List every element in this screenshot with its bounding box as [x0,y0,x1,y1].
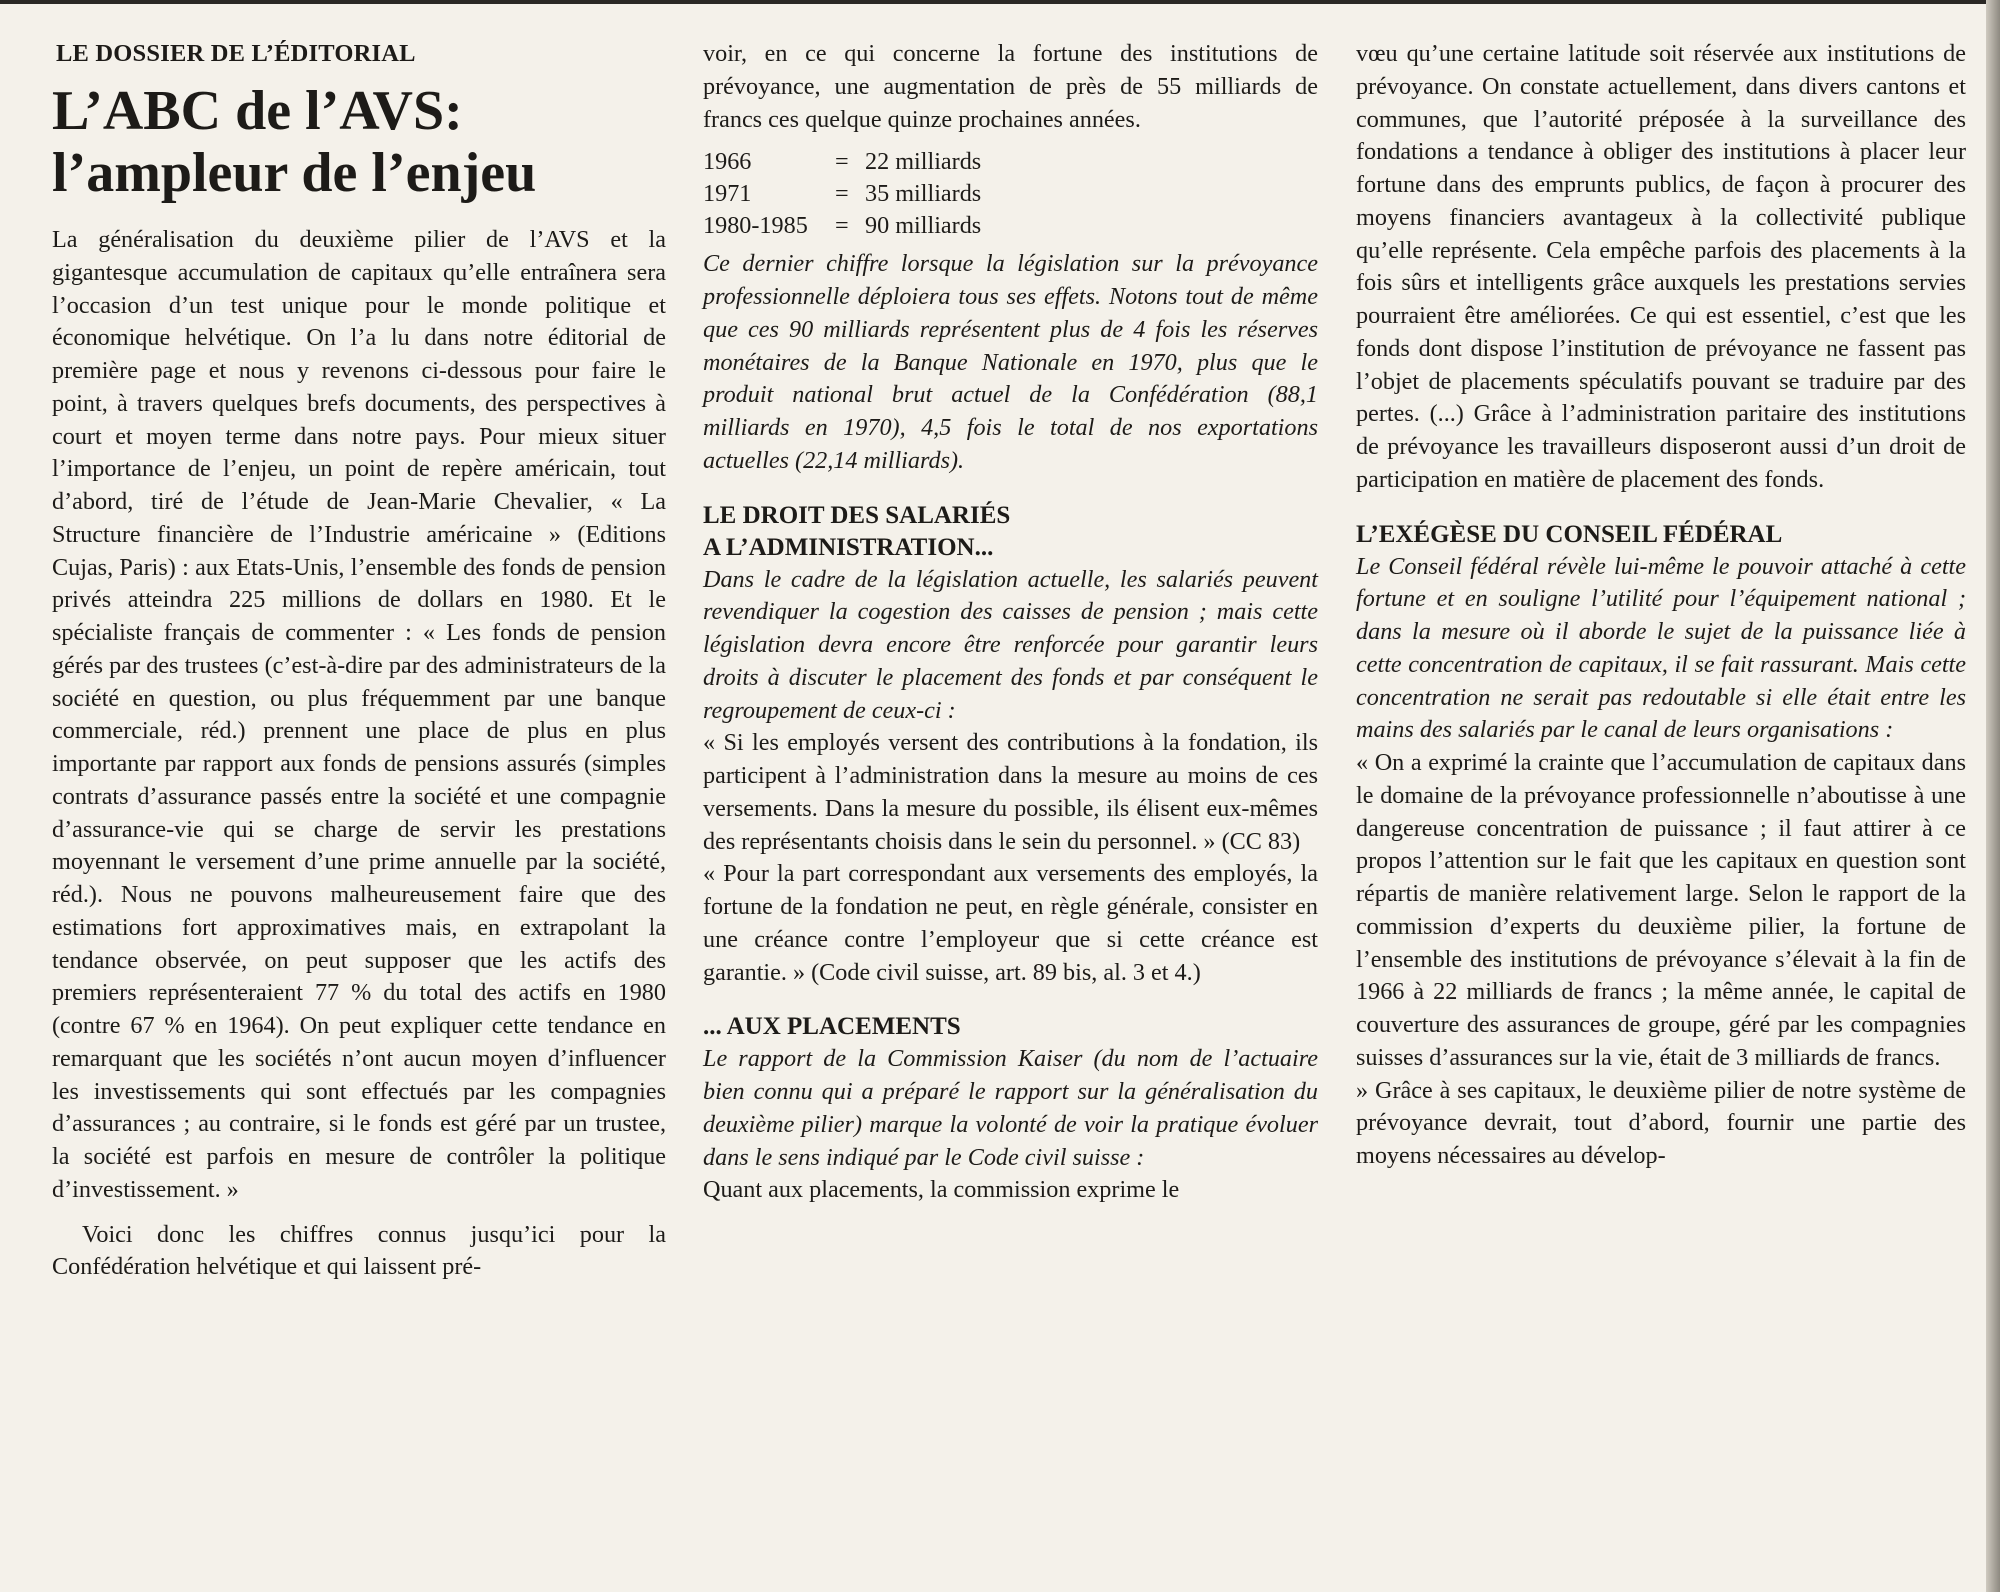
column-2 [703,38,1318,1207]
figure-row [703,178,1318,210]
headline-line-1: L’ABC de l’AVS: [52,80,463,142]
section-heading-line-2: A L’ADMINISTRATION... [703,533,994,561]
quote-cc-83: « Si les employés versent des contributions à la fondation, ils participent à l’administration dans la mesure au moins de ces versements. Dans la mesure du possible, ils élisent eux-mêmes des représentants choisis dans le sein du personnel. » (CC 83) [703,729,1318,855]
continuation-paragraph: vœu qu’une certaine latitude soit réservée aux institutions de prévoyance. On constate actuellement, dans divers cantons et communes, que l’autorité préposée à la surveillance des fondations a tendance à obliger des institutions à placer leur fortune dans des emprunts publics, de façon à procurer des moyens financiers avantageux à la collectivité publique qu’elle représente. Cela empêche parfois des placements à la fois sûrs et intelligents grâce auxquels les prestations servies pourraient être améliorées. Ce qui est essentiel, c’est que les fonds dont dispose l’institution de prévoyance ne fassent pas l’objet de placements spéculatifs pouvant se traduire par des pertes. (...) Grâce à l’administration paritaire des institutions de prévoyance les travailleurs disposeront aussi d’un droit de participation en matière de placement des fonds. [1356,40,1966,493]
conseil-federal-intro: Le Conseil fédéral révèle lui-même le pouvoir attaché à cette fortune et en souligne l’utilité pour l’équipement national ; dans la mesure où il aborde le sujet de la puissance liée à cette concentration de capitaux, il se fait rassurant. Mais cette concentration ne serait pas redoutable si elle était entre les mains des salariés par le canal de leurs organisations : [1356,552,1966,744]
placements-paragraph: Quant aux placements, la commission exprime le [703,1176,1180,1204]
figure-value: 22 milliards [865,148,982,176]
section-heading-line-1: LE DROIT DES SALARIÉS [703,501,1011,529]
column-1 [52,38,666,1284]
quote-code-civil: « Pour la part correspondant aux versements des employés, la fortune de la fondation ne peut, en règle générale, consister en une créance contre l’employeur que si cette créance est garantie. » (Code civil suisse, art. 89 bis, al. 3 et 4.) [703,860,1318,986]
section-heading-droit-salaries [703,500,1318,564]
figure-value: 35 milliards [865,180,982,208]
kicker: LE DOSSIER DE L’ÉDITORIAL [56,40,416,67]
figure-year: 1980-1985 [703,212,808,240]
figures-intro-paragraph: Voici donc les chiffres connus jusqu’ici pour la Confédération helvétique et qui laissent pré- [52,1220,666,1281]
headline-line-2: l’ampleur de l’enjeu [52,142,537,204]
section-heading-conseil-federal: L’EXÉGÈSE DU CONSEIL FÉDÉRAL [1356,520,1783,548]
figure-equals: = [835,180,849,208]
kaiser-report-intro: Le rapport de la Commission Kaiser (du nom de l’actuaire bien connu qui a préparé le rapport sur la généralisation du deuxième pilier) marque la volonté de voir la pratique évoluer dans le sens indiqué par le Code civil suisse : [703,1045,1318,1171]
figure-year: 1966 [703,148,752,176]
headline [52,80,666,204]
figure-value: 90 milliards [865,212,982,240]
intro-paragraph: La généralisation du deuxième pilier de l’AVS et la gigantesque accumulation de capitaux qu’elle entraînera sera l’occasion d’un test unique pour le monde politique et économique helvétique. On l’a lu dans notre éditorial de première page et nous y revenons ci-dessous pour faire le point, à travers quelques brefs documents, des perspectives à court et moyen terme dans notre pays. Pour mieux situer l’importance de l’enjeu, un point de repère américain, tout d’abord, tiré de l’étude de Jean-Marie Chevalier, « La Structure financière de l’Industrie américaine » (Editions Cujas, Paris) : aux Etats-Unis, l’ensemble des fonds de pension privés atteindra 225 millions de dollars en 1980. Et le spécialiste français de commenter : « Les fonds de pension gérés par des trustees (c’est-à-dire par des administrateurs de la société en question, ou plus fréquemment par une banque commerciale, réd.) prennent une place de plus en plus importante par rapport aux fonds de pensions assurés (simples contrats d’assurance passés entre la société et une compagnie d’assurance-vie qui se charge de servir les prestations moyennant le versement d’une prime annuelle par la société, réd.). Nous ne pouvons malheureusement faire que des estimations fort approximatives mais, en extrapolant la tendance observée, on peut supposer que les actifs des premiers représenteraient 77 % du total des actifs en 1980 (contre 67 % en 1964). On peut expliquer cette tendance en remarquant que les sociétés n’ont aucun moyen d’influencer les investissements qui sont effectués par les compagnies d’assurances ; au contraire, si le fonds est géré par un trustee, la société est parfois en mesure de contrôler la politique d’investissement. » [52,226,666,1203]
quote-deuxieme-pilier: » Grâce à ses capitaux, le deuxième pilier de notre système de prévoyance devrait, tout d’abord, fournir une partie des moyens nécessaires au dévelop- [1356,1076,1966,1169]
top-rule [0,0,2000,4]
page-edge-shadow [1986,0,2000,1592]
legislation-intro: Dans le cadre de la législation actuelle, les salariés peuvent revendiquer la cogestion des caisses de pension ; mais cette législation devra encore être renforcée pour garantir leurs droits à discuter le placement des fonds et par conséquent le regroupement de ceux-ci : [703,565,1318,724]
figures-commentary: Ce dernier chiffre lorsque la législation sur la prévoyance professionnelle déploiera tous ses effets. Notons tout de même que ces 90 milliards représentent plus de 4 fois les réserves monétaires de la Banque Nationale en 1970, plus que le produit national brut actuel de la Confédération (88,1 milliards en 1970), 4,5 fois le total de nos exportations actuelles (22,14 milliards). [703,250,1318,474]
section-heading-placements: ... AUX PLACEMENTS [703,1013,961,1041]
column-3 [1356,38,1966,1173]
figure-row [703,210,1318,242]
figure-equals: = [835,212,849,240]
quote-concentration: « On a exprimé la crainte que l’accumulation de capitaux dans le domaine de la prévoyance professionnelle n’aboutisse à une dangereuse concentration de puissance ; il faut attirer à ce propos l’attention sur le fait que les capitaux en question sont répartis de manière relativement large. Selon le rapport de la commission d’experts du deuxième pilier, la fortune de l’ensemble des institutions de prévoyance s’élevait à la fin de 1966 à 22 milliards de francs ; la même année, le capital de couverture des assurances de groupe, géré par les compagnies suisses d’assurances sur la vie, était de 3 milliards de francs. [1356,749,1966,1071]
fortune-figures-table [703,146,1318,242]
continuation-paragraph: voir, en ce qui concerne la fortune des institutions de prévoyance, une augmentation de près de 55 milliards de francs ces quelque quinze prochaines années. [703,40,1318,133]
figure-equals: = [835,148,849,176]
figure-year: 1971 [703,180,752,208]
figure-row [703,146,1318,178]
